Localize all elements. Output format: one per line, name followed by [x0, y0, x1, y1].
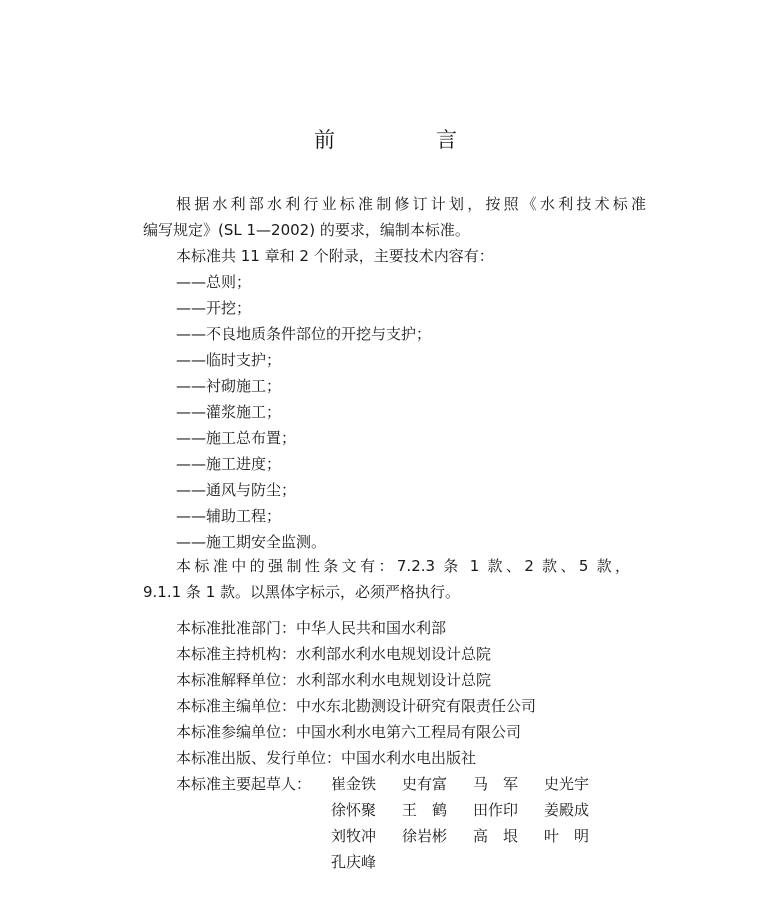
- info-label: 本标准参编单位：: [176, 723, 297, 741]
- info-row-chief-editor: [176, 696, 536, 716]
- drafter-name: 崔金铁: [331, 775, 377, 793]
- info-label: 本标准解释单位：: [176, 671, 297, 689]
- drafter-name: 王 鹤: [402, 801, 448, 819]
- content-item: ——辅助工程；: [176, 507, 282, 525]
- drafter-name: 田作印: [473, 801, 519, 819]
- info-row-approver: [176, 618, 446, 638]
- intro-line-2: 编写规定》(SL 1—2002) 的要求，编制本标准。: [143, 221, 470, 239]
- info-row-publisher: [176, 748, 476, 768]
- info-value: 中国水利水电出版社: [341, 749, 477, 767]
- drafter-name: 叶 明: [544, 827, 590, 845]
- drafter-name: 史有富: [402, 775, 448, 793]
- info-value: 中国水利水电第六工程局有限公司: [296, 723, 522, 741]
- info-row-host: [176, 644, 491, 664]
- drafter-name: 史光宇: [544, 775, 590, 793]
- drafter-name: 马 军: [473, 775, 519, 793]
- drafter-name: 徐怀聚: [331, 801, 377, 819]
- content-item: ——施工期安全监测。: [176, 533, 327, 551]
- drafters-row: [331, 800, 615, 820]
- drafters-label: 本标准主要起草人：: [176, 775, 312, 793]
- info-label: 本标准出版、发行单位：: [176, 749, 342, 767]
- info-label: 本标准批准部门：: [176, 619, 297, 637]
- info-label: 本标准主编单位：: [176, 697, 297, 715]
- drafter-name: 高 垠: [473, 827, 519, 845]
- drafter-name: 徐岩彬: [402, 827, 448, 845]
- drafters-row: [331, 774, 615, 794]
- info-value: 中华人民共和国水利部: [296, 619, 447, 637]
- drafters-row: [331, 852, 402, 872]
- content-item: ——灌浆施工；: [176, 403, 282, 421]
- info-row-interpreter: [176, 670, 491, 690]
- mandatory-line-2: 9.1.1 条 1 款。以黑体字标示，必须严格执行。: [143, 583, 461, 601]
- info-value: 水利部水利水电规划设计总院: [296, 671, 492, 689]
- drafter-name: 孔庆峰: [331, 853, 377, 871]
- content-item: ——施工总布置；: [176, 429, 297, 447]
- content-item: ——施工进度；: [176, 455, 282, 473]
- drafter-name: 姜殿成: [544, 801, 590, 819]
- info-row-co-editor: [176, 722, 521, 742]
- content-item: ——总则；: [176, 273, 252, 291]
- drafters-row: [331, 826, 615, 846]
- content-item: ——开挖；: [176, 299, 252, 317]
- drafter-name: 刘牧冲: [331, 827, 377, 845]
- info-value: 中水东北勘测设计研究有限责任公司: [296, 697, 537, 715]
- page-title: 前 言: [314, 128, 497, 152]
- info-label: 本标准主持机构：: [176, 645, 297, 663]
- intro-line-1: 根据水利部水利行业标准制修订计划，按照《水利技术标准: [176, 195, 646, 213]
- intro-line-3: 本标准共 11 章和 2 个附录，主要技术内容有：: [176, 247, 494, 265]
- content-item: ——衬砌施工；: [176, 377, 282, 395]
- content-item: ——通风与防尘；: [176, 481, 297, 499]
- content-item: ——临时支护；: [176, 351, 282, 369]
- mandatory-line-1: 本标准中的强制性条文有：7.2.3 条 1 款、2 款、5 款，: [176, 557, 630, 575]
- content-item: ——不良地质条件部位的开挖与支护；: [176, 325, 432, 343]
- info-value: 水利部水利水电规划设计总院: [296, 645, 492, 663]
